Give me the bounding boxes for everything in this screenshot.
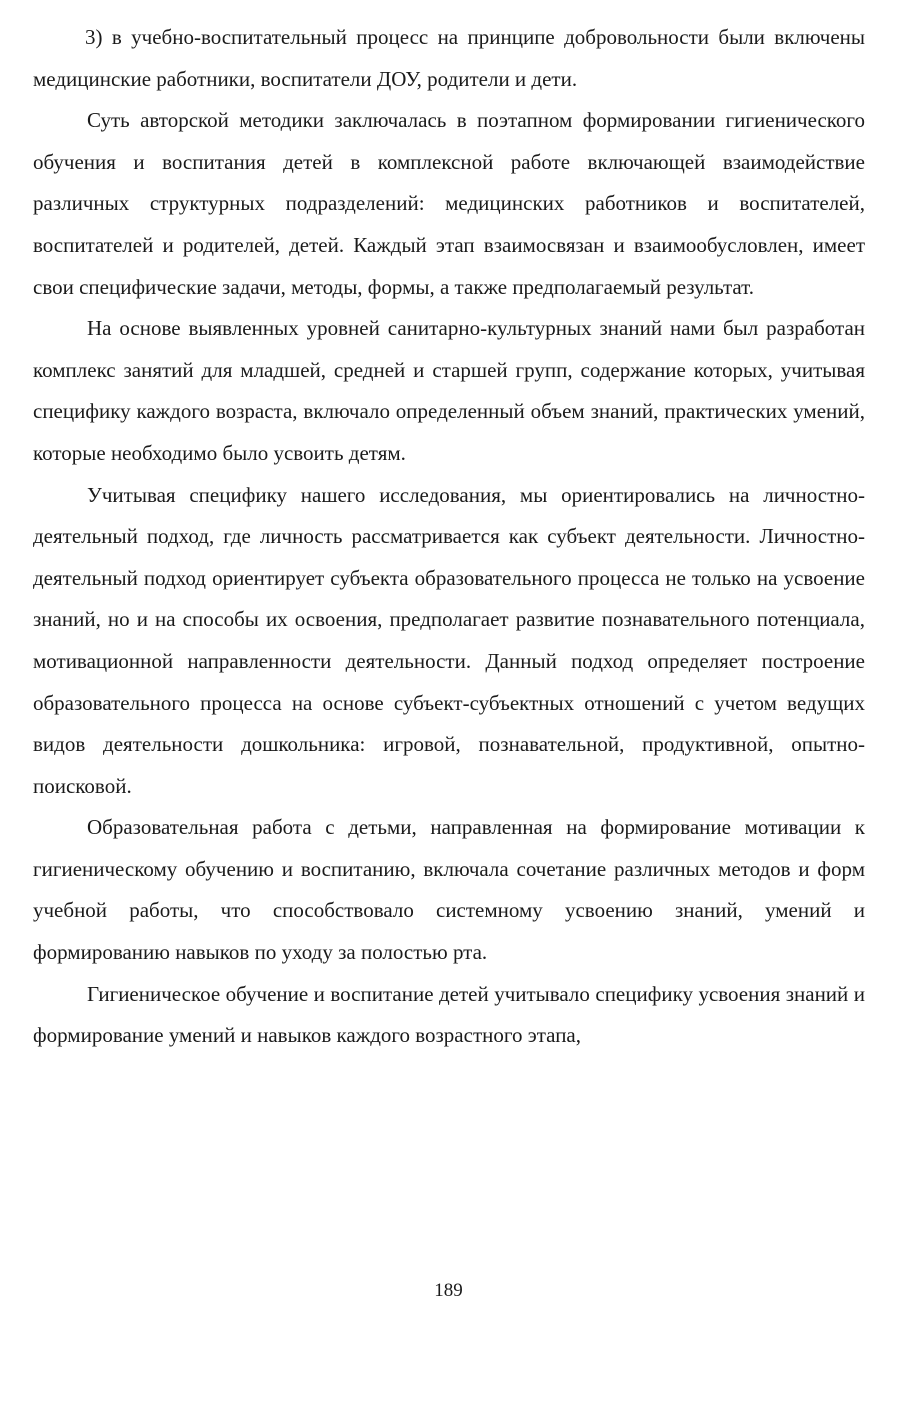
paragraph-1: 3) в учебно-воспитательный процесс на принципе добровольности были включены медицинские работники, воспитатели ДОУ, родители и дети. bbox=[33, 25, 865, 91]
paragraph-3: На основе выявленных уровней санитарно-культурных знаний нами был разработан комплекс занятий для младшей, средней и старшей групп, содержание которых, учитывая специфику каждого возраста, включало определенный объем знаний, практических умений, которые необходимо было усвоить детям. bbox=[33, 316, 865, 465]
page-number: 189 bbox=[434, 1280, 463, 1301]
paragraph-5: Образовательная работа с детьми, направленная на формирование мотивации к гигиеническому обучению и воспитанию, включала сочетание различных методов и форм учебной работы, что способствовало системному усвоению знаний, умений и формированию навыков по уходу за полостью рта. bbox=[33, 815, 865, 965]
paragraph-4: Учитывая специфику нашего исследования, мы ориентировались на личностно-деятельный подход, где личность рассматривается как субъект деятельности. Личностно-деятельный подход ориентирует субъекта образовательного процесса не только на усвоение знаний, но и на способы их освоения, предполагает развитие познавательного потенциала, мотивационной направленности деятельности. Данный подход определяет построение образовательного процесса на основе субъект-субъектных отношений с учетом ведущих видов деятельности дошкольника: игровой, познавательной, продуктивной, опытно-поисковой. bbox=[33, 482, 865, 798]
paragraph-2: Суть авторской методики заключалась в поэтапном формировании гигиенического обучения и воспитания детей в комплексной работе включающей взаимодействие различных структурных подразделений: медицинских работников и воспитателей, воспитателей и родителей, детей. Каждый этап взаимосвязан и взаимообусловлен, имеет свои специфические задачи, методы, формы, а также предполагаемый результат. bbox=[33, 108, 865, 299]
paragraph-6: Гигиеническое обучение и воспитание детей учитывало специфику усвоения знаний и формирование умений и навыков каждого возрастного этапа, bbox=[33, 981, 865, 1048]
document-page bbox=[33, 17, 865, 1057]
